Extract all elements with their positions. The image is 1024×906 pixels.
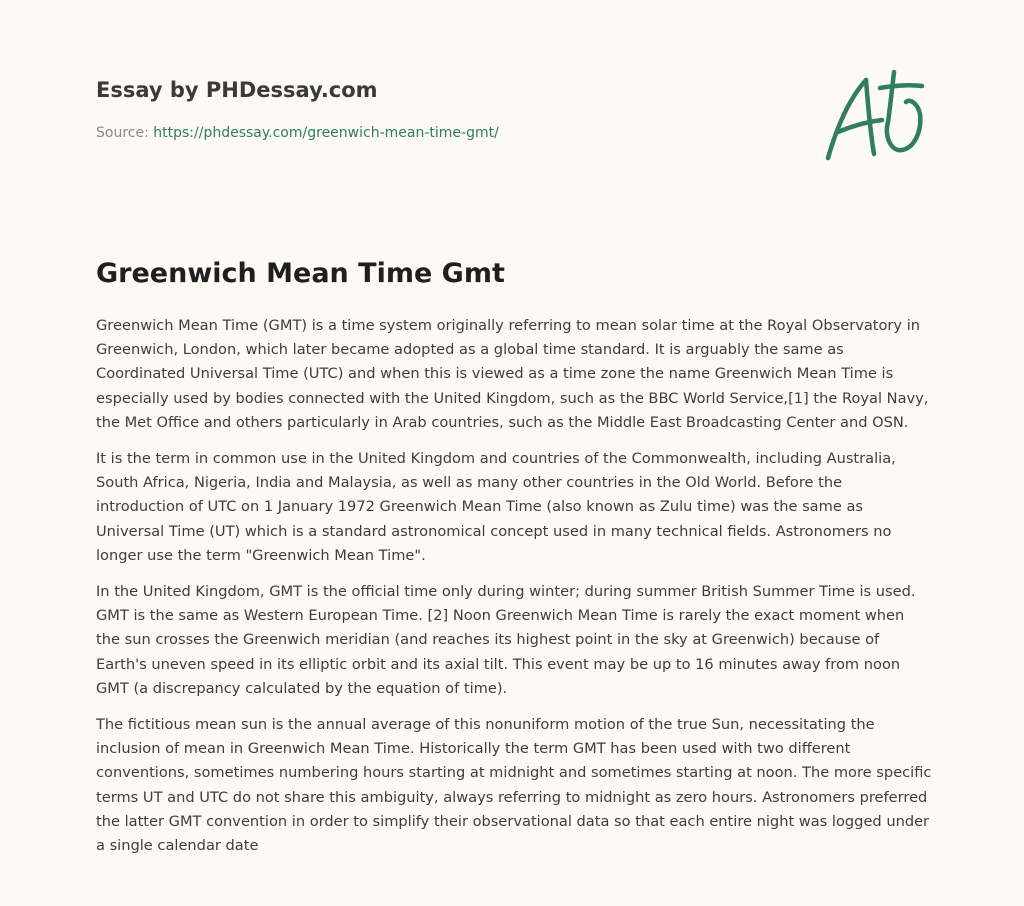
essay-paragraph: In the United Kingdom, GMT is the official time only during winter; during summer British Summer Time is used. GMT is the same as Western European Time. [2] Noon Greenwich Mean Time is rarely the exact moment when the sun crosses the Greenwich meridian (and reaches its highest point in the sky at Greenwich) because of Earth's uneven speed in its elliptic orbit and its axial tilt. This event may be up to 16 minutes away from noon GMT (a discrepancy calculated by the equation of time). xyxy=(96,583,916,697)
essay-paragraph: Greenwich Mean Time (GMT) is a time system originally referring to mean solar time at the Royal Observatory in Greenwich, London, which later became adopted as a global time standard. It is arguably the same as Coordinated Universal Time (UTC) and when this is viewed as a time zone the name Greenwich Mean Time is especially used by bodies connected with the United Kingdom, such as the BBC World Service,[1] the Royal Navy, the Met Office and others particularly in Arab countries, such as the Middle East Broadcasting Center and OSN. xyxy=(96,317,929,431)
source-link[interactable]: https://phdessay.com/greenwich-mean-time-gmt/ xyxy=(153,125,499,141)
site-brand: Essay by PHDessay.com xyxy=(96,78,378,102)
essay-paragraph: It is the term in common use in the United Kingdom and countries of the Commonwealth, including Australia, South Africa, Nigeria, India and Malaysia, as well as many other countries in the Old World. Before the introduction of UTC on 1 January 1972 Greenwich Mean Time (also known as Zulu time) was the same as Universal Time (UT) which is a standard astronomical concept used in many technical fields. Astronomers no longer use the term "Greenwich Mean Time". xyxy=(96,450,896,564)
essay-paragraph: The fictitious mean sun is the annual average of this nonuniform motion of the true Sun, necessitating the inclusion of mean in Greenwich Mean Time. Historically the term GMT has been used with two different conventions, sometimes numbering hours starting at midnight and sometimes starting at noon. The more specific terms UT and UTC do not share this ambiguity, always referring to midnight as zero hours. Astronomers preferred the latter GMT convention in order to simplify their observational data so that each entire night was logged under a single calendar date xyxy=(96,716,932,855)
source-line xyxy=(96,123,796,143)
source-label: Source: xyxy=(96,125,149,141)
page-header xyxy=(96,76,796,143)
essay-body xyxy=(96,314,932,870)
essay-title: Greenwich Mean Time Gmt xyxy=(96,258,505,289)
a-plus-logo-icon xyxy=(822,68,930,164)
